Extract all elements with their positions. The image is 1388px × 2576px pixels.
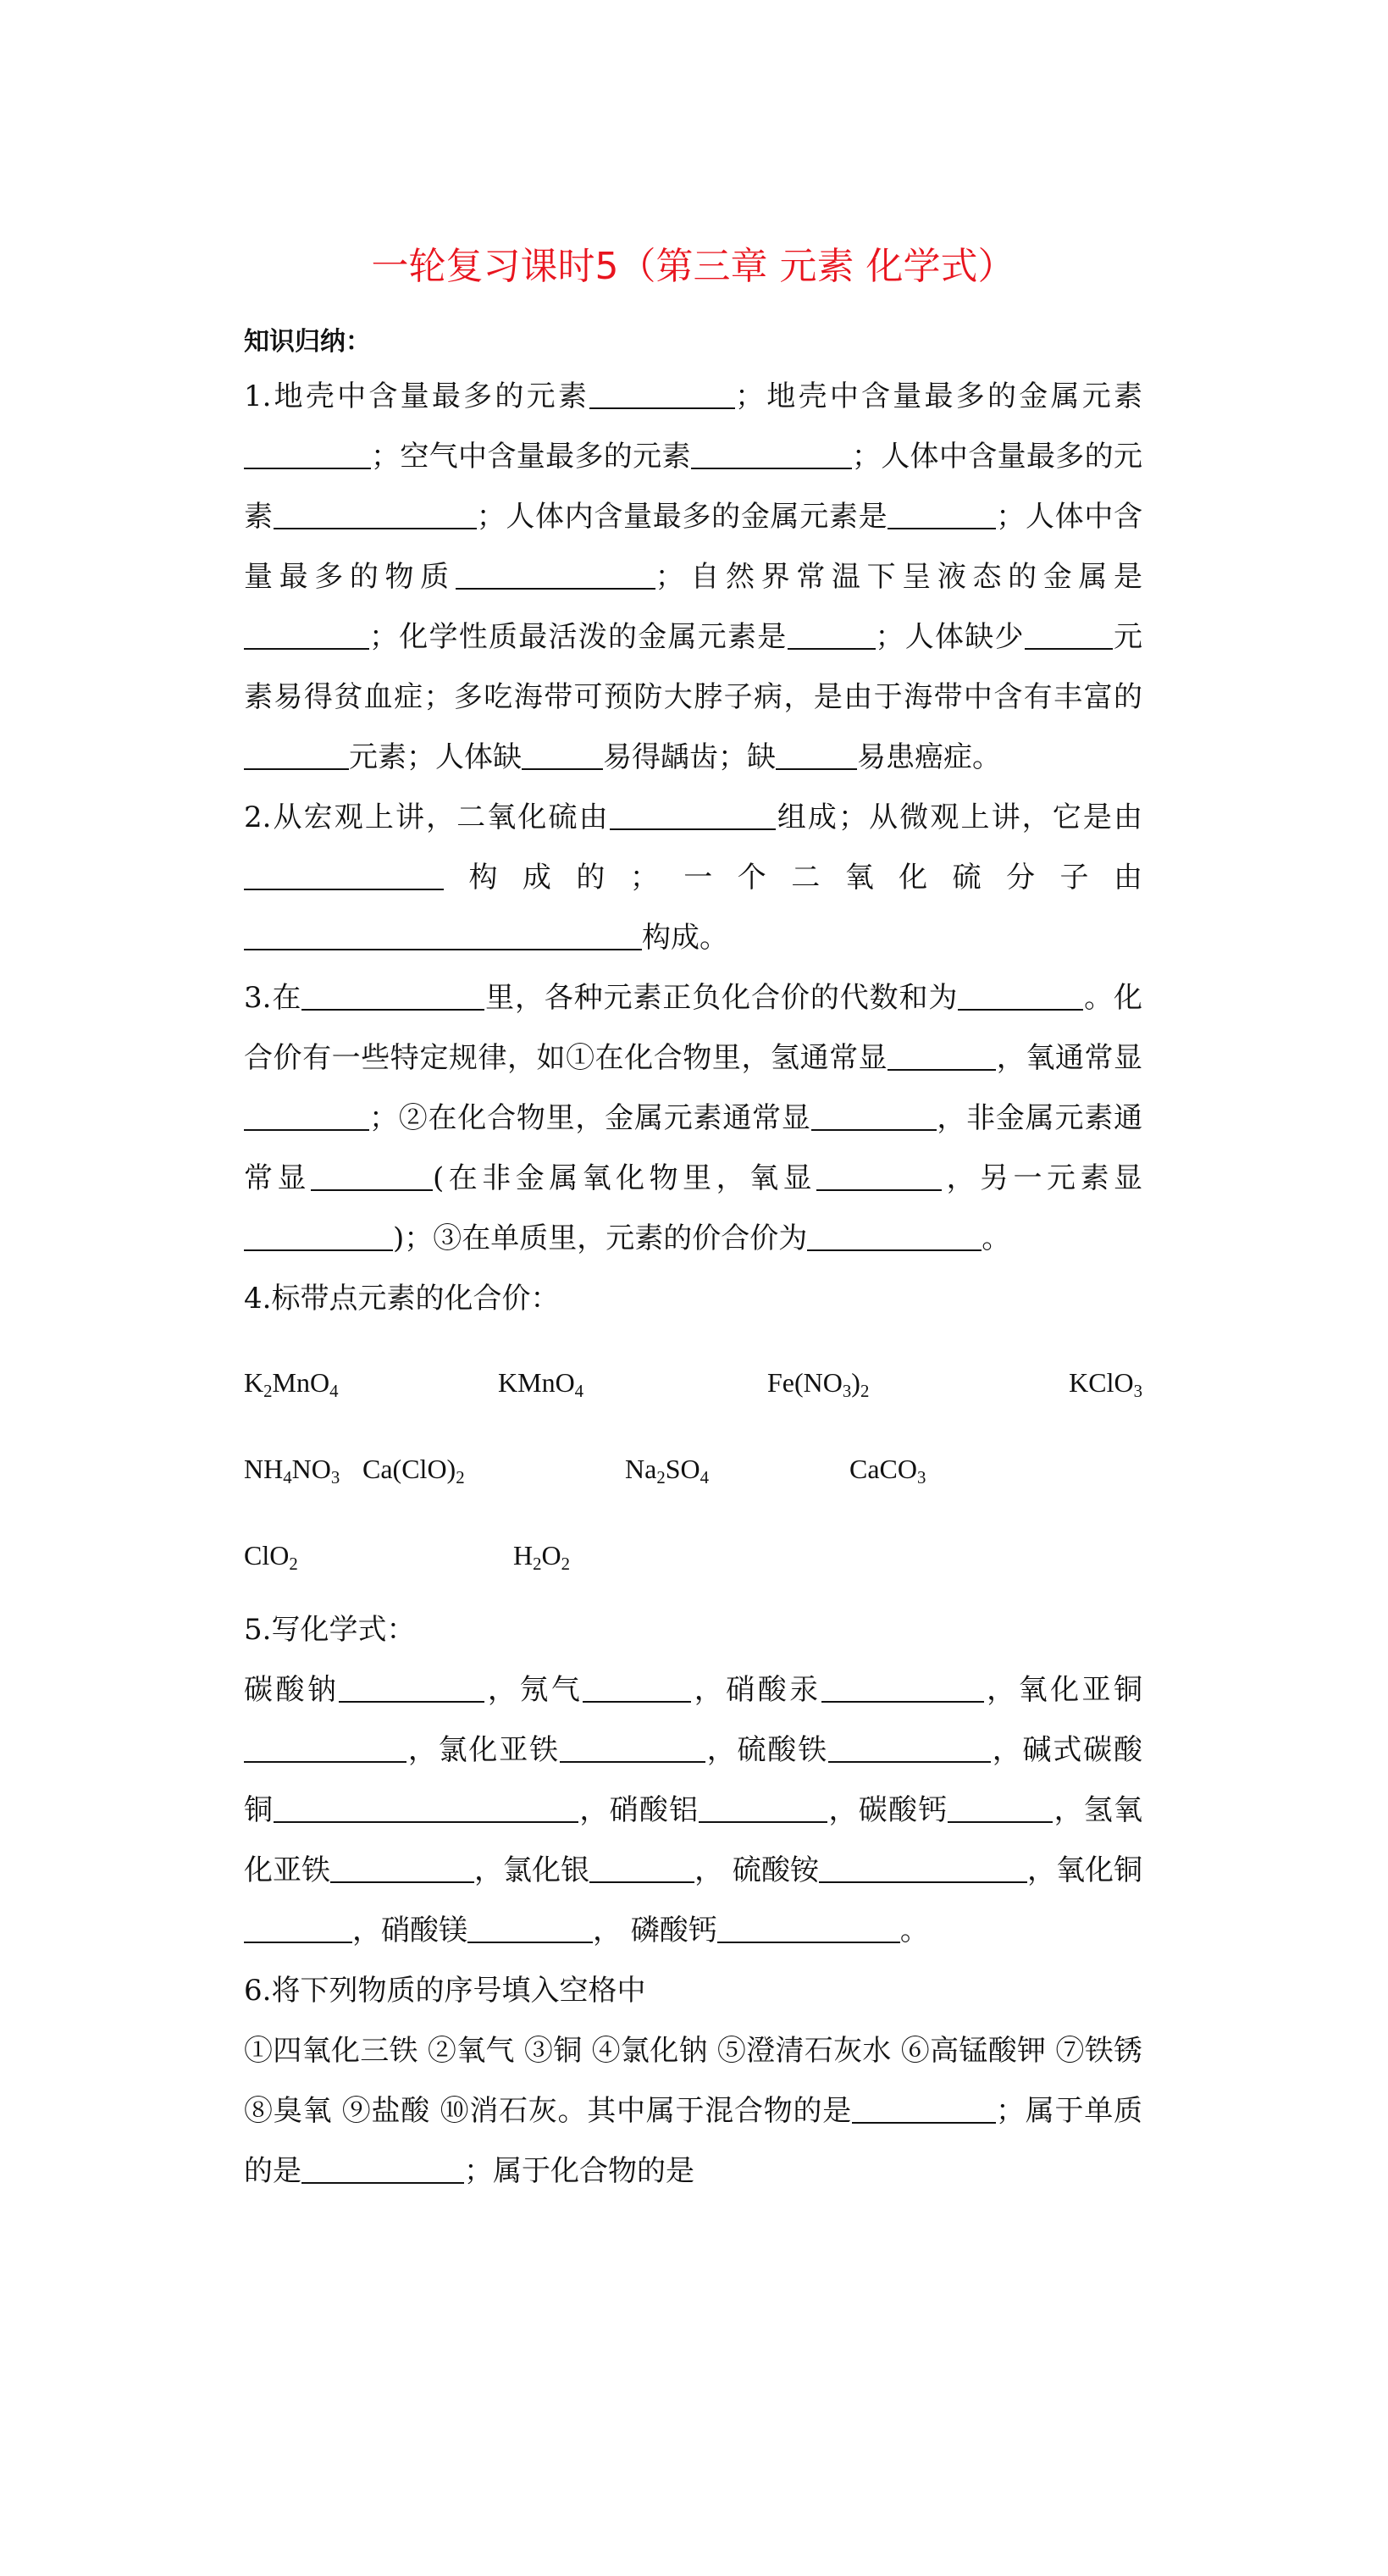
q1-text: 元素；人体缺 (349, 740, 522, 774)
q2-text: 2.从宏观上讲，二氧化硫由 (244, 800, 610, 834)
formula-nh4no3: $NH_4NO_3$ (244, 1454, 340, 1488)
answer-blank[interactable] (888, 497, 996, 529)
question-6-heading: 6.将下列物质的序号填入空格中 (244, 1974, 646, 2008)
q1-text: ；人体中含量最多的元素 (244, 440, 1143, 534)
answer-blank[interactable] (821, 1670, 984, 1703)
answer-blank[interactable] (1025, 618, 1113, 650)
q6-text: ；属于化合物的是 (464, 2154, 694, 2188)
answer-blank[interactable] (244, 1219, 393, 1251)
q5-text: ，氢氧化亚铁 (244, 1793, 1143, 1887)
question-4: 4.标带点元素的化合价： (244, 1282, 560, 1316)
answer-blank[interactable] (828, 1731, 991, 1763)
q2-text: 组成；从微观上讲，它是由 (775, 800, 1142, 834)
q1-text: ；人体中含量最多的物质 (244, 500, 1143, 594)
q3-text: 3.在 (244, 981, 302, 1015)
question-5-heading: 5.写化学式： (244, 1613, 416, 1647)
formula-row-2 (244, 1448, 1142, 1490)
q5-text: ，硝酸汞 (691, 1673, 821, 1707)
answer-blank[interactable] (311, 1159, 433, 1191)
q5-text: ，氧化亚铜 (983, 1673, 1143, 1707)
formula-clo2: ClO$_2$ (244, 1540, 298, 1575)
q1-text: ；自然界常温下呈液态的金属是 (655, 560, 1143, 594)
answer-blank[interactable] (339, 1670, 484, 1703)
answer-blank[interactable] (958, 978, 1083, 1011)
question-6 (244, 2021, 1142, 2202)
answer-blank[interactable] (244, 618, 369, 650)
answer-blank[interactable] (589, 1851, 694, 1883)
answer-blank[interactable] (589, 377, 735, 409)
answer-blank[interactable] (560, 1731, 705, 1763)
q3-text: 。 (982, 1222, 1011, 1255)
question-2 (244, 788, 1142, 968)
answer-blank[interactable] (244, 1731, 406, 1763)
q1-text: ；空气中含量最多的元素 (371, 440, 691, 474)
answer-blank[interactable] (244, 918, 642, 950)
formula-h2o2: $H_2O_2$ (513, 1540, 571, 1575)
answer-blank[interactable] (301, 978, 484, 1011)
q6-text: ；属于单质的是 (244, 2094, 1142, 2188)
answer-blank[interactable] (699, 1791, 827, 1823)
formula-caco3: CaCO$_3$ (849, 1454, 926, 1488)
section-heading: 知识归纳： (244, 327, 371, 357)
answer-blank[interactable] (244, 738, 349, 770)
q2-text: 构成的；一个二氧化硫分子由 (444, 861, 1142, 895)
q1-text: 易得龋齿；缺 (603, 740, 776, 774)
answer-blank[interactable] (244, 437, 371, 469)
q5-text: ，硫酸铁 (705, 1733, 828, 1767)
q3-text: ，非金属元素通常显 (244, 1101, 1143, 1195)
q3-text: ，氧通常显 (996, 1041, 1143, 1075)
answer-blank[interactable] (244, 1911, 352, 1943)
q6-text: ①四氧化三铁 ②氧气 ③铜 ④氯化钠 ⑤澄清石灰水 ⑥高锰酸钾 ⑦铁锈 ⑧臭氧 ⑨盐酸 ⑩消石灰。其中属于混合物的是 (244, 2034, 1142, 2128)
q5-text: ，氖气 (484, 1673, 583, 1707)
q5-text: ，硝酸镁 (352, 1914, 467, 1947)
answer-blank[interactable] (819, 1851, 1027, 1883)
answer-blank[interactable] (274, 1791, 578, 1823)
q1-text: ；地壳中含量最多的金属元素 (735, 379, 1142, 413)
q1-text: 元素易得贫血症；多吃海带可预防大脖子病，是由于海带中含有丰富的 (244, 620, 1142, 714)
formula-fe-no3-2: $Fe(NO_3)_2$ (767, 1367, 870, 1402)
formula-na2so4: $Na_2SO_4$ (625, 1454, 710, 1488)
q2-text: 构成。 (642, 921, 728, 955)
q5-text: ，氯化银 (474, 1853, 590, 1887)
q3-text: (在非金属氧化物里，氧显 (432, 1161, 817, 1195)
q5-text: ， 磷酸钙 (593, 1914, 717, 1947)
answer-blank[interactable] (807, 1219, 982, 1251)
q1-text: ；人体内含量最多的金属元素是 (476, 500, 888, 534)
answer-blank[interactable] (244, 1099, 369, 1131)
q3-text: 里，各种元素正负化合价的代数和为 (484, 981, 959, 1015)
formula-kclo3: KClO$_3$ (1069, 1367, 1142, 1402)
answer-blank[interactable] (274, 497, 477, 529)
formula-k2mno4: $K_2MnO_4$ (244, 1367, 339, 1402)
answer-blank[interactable] (301, 2152, 464, 2184)
page-title: 一轮复习课时5（第三章 元素 化学式） (371, 245, 1015, 288)
answer-blank[interactable] (467, 1911, 593, 1943)
question-1 (244, 367, 1142, 788)
formula-row-3 (244, 1534, 1142, 1576)
q3-text: 。化合价有一些特定规律，如①在化合物里，氢通常显 (244, 981, 1143, 1075)
question-3 (244, 968, 1142, 1269)
q5-text: ， 硫酸铵 (694, 1853, 819, 1887)
answer-blank[interactable] (788, 618, 876, 650)
q3-text: )；③在单质里，元素的价合价为 (393, 1222, 808, 1255)
q5-text: 。 (899, 1914, 929, 1947)
answer-blank[interactable] (522, 738, 603, 770)
answer-blank[interactable] (811, 1099, 937, 1131)
q1-text: 易患癌症。 (857, 740, 1001, 774)
answer-blank[interactable] (816, 1159, 942, 1191)
q1-text: ；人体缺少 (875, 620, 1025, 654)
answer-blank[interactable] (244, 858, 444, 890)
q5-text: 碳酸钠 (244, 1673, 340, 1707)
q3-text: ，另一元素显 (942, 1161, 1143, 1195)
question-5 (244, 1660, 1142, 1961)
answer-blank[interactable] (456, 557, 655, 590)
formula-kmno4: KMnO$_4$ (498, 1367, 584, 1402)
q1-text: 1.地壳中含量最多的元素 (244, 379, 590, 413)
q3-text: ；②在化合物里，金属元素通常显 (369, 1101, 811, 1135)
q5-text: ，碱式碳酸铜 (244, 1733, 1142, 1827)
answer-blank[interactable] (583, 1670, 691, 1703)
answer-blank[interactable] (330, 1851, 474, 1883)
answer-blank[interactable] (776, 738, 857, 770)
answer-blank[interactable] (717, 1911, 900, 1943)
answer-blank[interactable] (691, 437, 852, 469)
answer-blank[interactable] (852, 2091, 996, 2124)
answer-blank[interactable] (610, 798, 776, 830)
q5-text: ，氧化铜 (1026, 1853, 1143, 1887)
formula-ca-clo-2: $Ca(ClO)_2$ (362, 1454, 465, 1488)
answer-blank[interactable] (948, 1791, 1053, 1823)
q5-text: ，氯化亚铁 (406, 1733, 560, 1767)
formula-row-1 (244, 1361, 1142, 1404)
q1-text: ；化学性质最活泼的金属元素是 (369, 620, 788, 654)
q5-text: ，碳酸钙 (827, 1793, 948, 1827)
answer-blank[interactable] (888, 1039, 996, 1071)
q5-text: ，硝酸铝 (578, 1793, 700, 1827)
